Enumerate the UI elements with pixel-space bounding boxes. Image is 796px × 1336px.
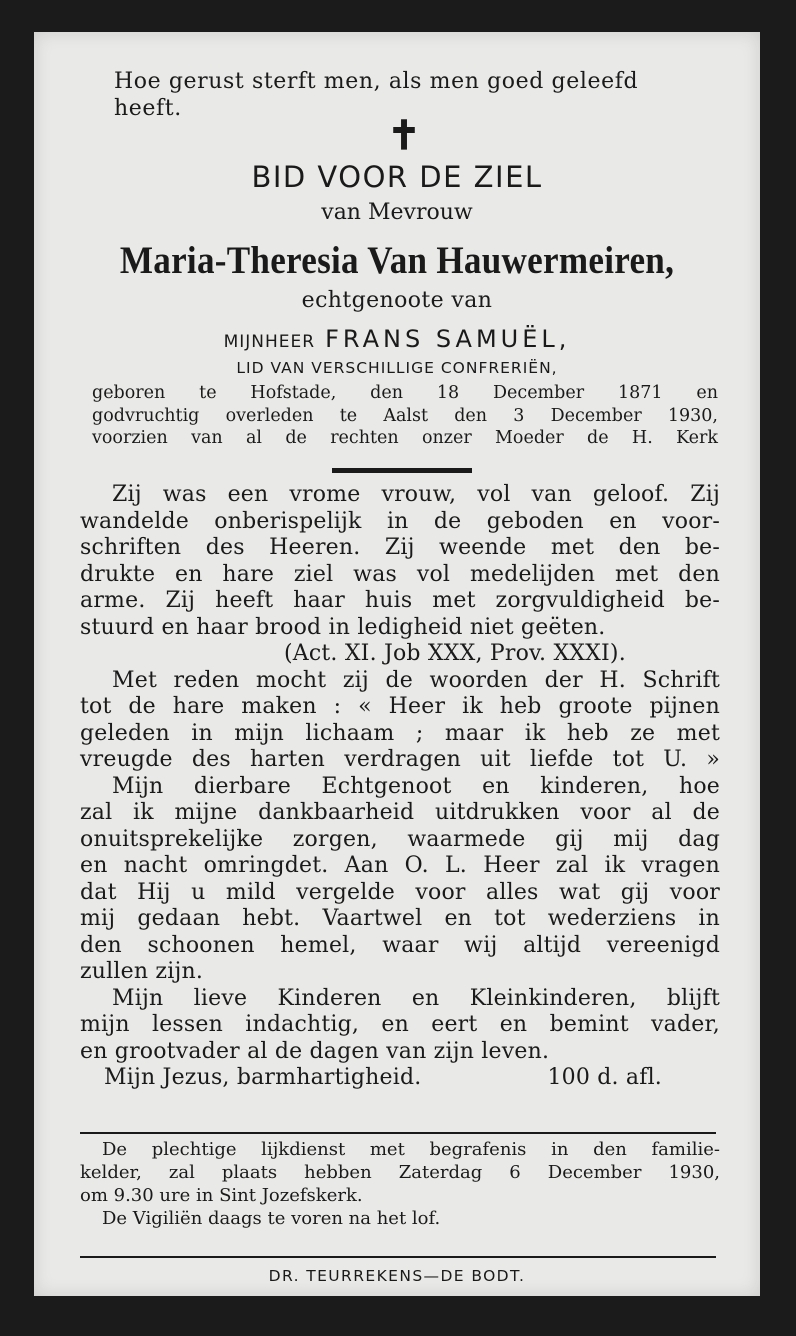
body-line: den schoonen hemel, waar wij altijd vereenigd [80, 932, 720, 958]
motto-line: heeft. [114, 96, 182, 121]
biography [92, 382, 718, 450]
funeral-line: kelder, zal plaats hebben Zaterdag 6 December 1930, [80, 1162, 720, 1183]
closing-line [80, 1065, 720, 1092]
body-line: Mijn dierbare Echtgenoot en kinderen, hoe [112, 773, 720, 799]
body-text [80, 482, 720, 1092]
divider [80, 1256, 716, 1258]
divider [332, 468, 472, 473]
memorial-card [34, 32, 760, 1296]
body-line: en grootvader al de dagen van zijn leven. [80, 1038, 550, 1064]
scripture-reference: (Act. XI. Job XXX, Prov. XXXI). [284, 641, 626, 666]
indulgence: 100 d. afl. [547, 1065, 662, 1090]
printer-imprint: DR. TEURREKENS—DE BODT. [268, 1267, 526, 1285]
body-line: onuitsprekelijke zorgen, waarmede gij mij dag [80, 826, 720, 852]
body-line: wandelde onberispelijk in de geboden en voor- [80, 508, 720, 534]
funeral-line: De Vigiliën daags te voren na het lof. [102, 1208, 441, 1229]
body-line: stuurd en haar brood in ledigheid niet geëten. [80, 614, 606, 640]
body-line: tot de hare maken : « Heer ik heb groote pijnen [80, 694, 720, 719]
motto-line: Hoe gerust sterft men, als men goed geleefd [114, 69, 639, 94]
funeral-notice [80, 1138, 720, 1230]
motto [114, 68, 734, 122]
body-line: geleden in mijn lichaam ; maar ik heb ze met [80, 720, 720, 746]
body-line: zullen zijn. [80, 959, 204, 984]
body-line: dat Hij u mild vergelde voor alles wat gij voor [80, 879, 720, 905]
body-line: mijn lessen indachtig, en eert en bemint vader, [80, 1012, 720, 1037]
deceased-name: Maria-Theresia Van Hauwermeiren, [119, 239, 675, 282]
body-line: schriften des Heeren. Zij weende met den be- [80, 535, 720, 560]
spouse-line [34, 324, 760, 357]
funeral-line: om 9.30 ure in Sint Jozefskerk. [80, 1185, 363, 1206]
body-line: vreugde des harten verdragen uit liefde tot U. » [80, 747, 720, 772]
body-line: zal ik mijne dankbaarheid uitdrukken voor al de [80, 800, 720, 825]
prayer: Mijn Jezus, barmhartigheid. [104, 1065, 422, 1090]
body-line: en nacht omringdet. Aan O. L. Heer zal ik vragen [80, 853, 720, 878]
bio-line: geboren te Hofstade, den 18 December 1871 en [92, 383, 718, 403]
van-mevrouw: van Mevrouw [321, 200, 473, 225]
body-line: arme. Zij heeft haar huis met zorgvuldigheid be- [80, 588, 720, 613]
body-line: mij gedaan hebt. Vaartwel en tot wederziens in [80, 906, 720, 931]
body-line: Mijn lieve Kinderen en Kleinkinderen, blijft [112, 985, 720, 1011]
cross-icon: ✝ [387, 112, 421, 159]
funeral-line: De plechtige lijkdienst met begrafenis in den familie- [102, 1139, 720, 1160]
spouse-prefix: MIJNHEER [223, 332, 316, 352]
heading: BID VOOR DE ZIEL [251, 160, 543, 194]
spouse-name: FRANS SAMUËL, [325, 325, 571, 353]
body-line: Zij was een vrome vrouw, vol van geloof. Zij [112, 482, 720, 507]
bio-line: voorzien van al de rechten onzer Moeder de H. Kerk [92, 428, 718, 448]
spouse-intro: echtgenoote van [301, 288, 493, 313]
divider [80, 1132, 716, 1134]
body-line: Met reden mocht zij de woorden der H. Schrift [112, 667, 720, 693]
spouse-title: LID VAN VERSCHILLIGE CONFRERIËN, [236, 359, 558, 377]
body-line: drukte en hare ziel was vol medelijden met den [80, 561, 720, 587]
bio-line: godvruchtig overleden te Aalst den 3 December 1930, [92, 405, 718, 426]
